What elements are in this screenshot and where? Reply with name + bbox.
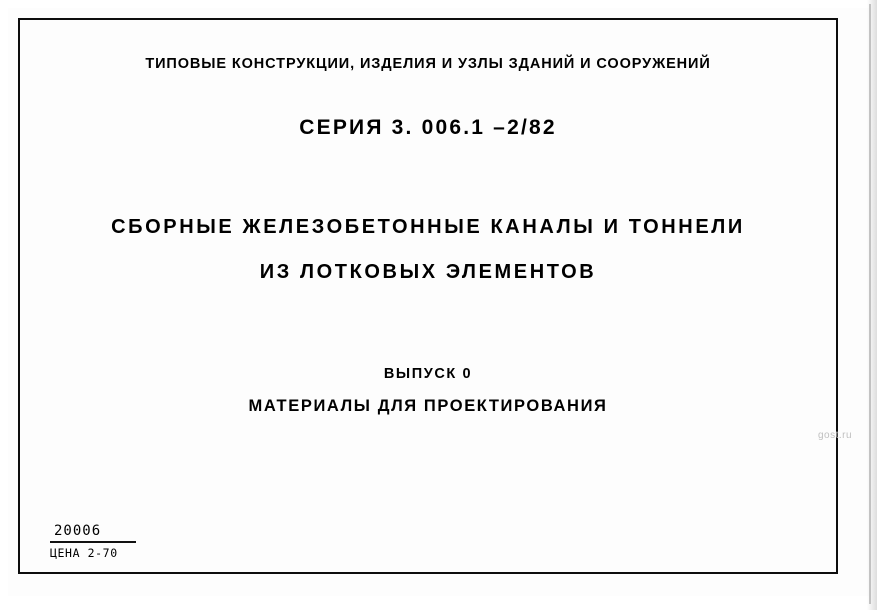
page-title-line-2: ИЗ ЛОТКОВЫХ ЭЛЕМЕНТОВ: [259, 261, 597, 283]
series-number: СЕРИЯ 3. 006.1 –2/82: [299, 116, 557, 139]
page-title-line-1: СБОРНЫЕ ЖЕЛЕЗОБЕТОННЫЕ КАНАЛЫ И ТОННЕЛИ: [111, 216, 745, 238]
price-divider: [50, 541, 136, 543]
scan-edge-shadow: [867, 0, 877, 610]
price-block: [48, 523, 178, 560]
price-code: 20006: [54, 523, 102, 539]
document-header: ТИПОВЫЕ КОНСТРУКЦИИ, ИЗДЕЛИЯ И УЗЛЫ ЗДАНИЙ И СООРУЖЕНИЙ: [145, 56, 711, 72]
issue-number: ВЫПУСК 0: [383, 366, 473, 382]
price-value: ЦЕНА 2-70: [50, 545, 118, 560]
watermark-text: gost.ru: [818, 430, 853, 441]
title-page-content: [18, 18, 838, 574]
page-subtitle: МАТЕРИАЛЫ ДЛЯ ПРОЕКТИРОВАНИЯ: [248, 397, 608, 415]
